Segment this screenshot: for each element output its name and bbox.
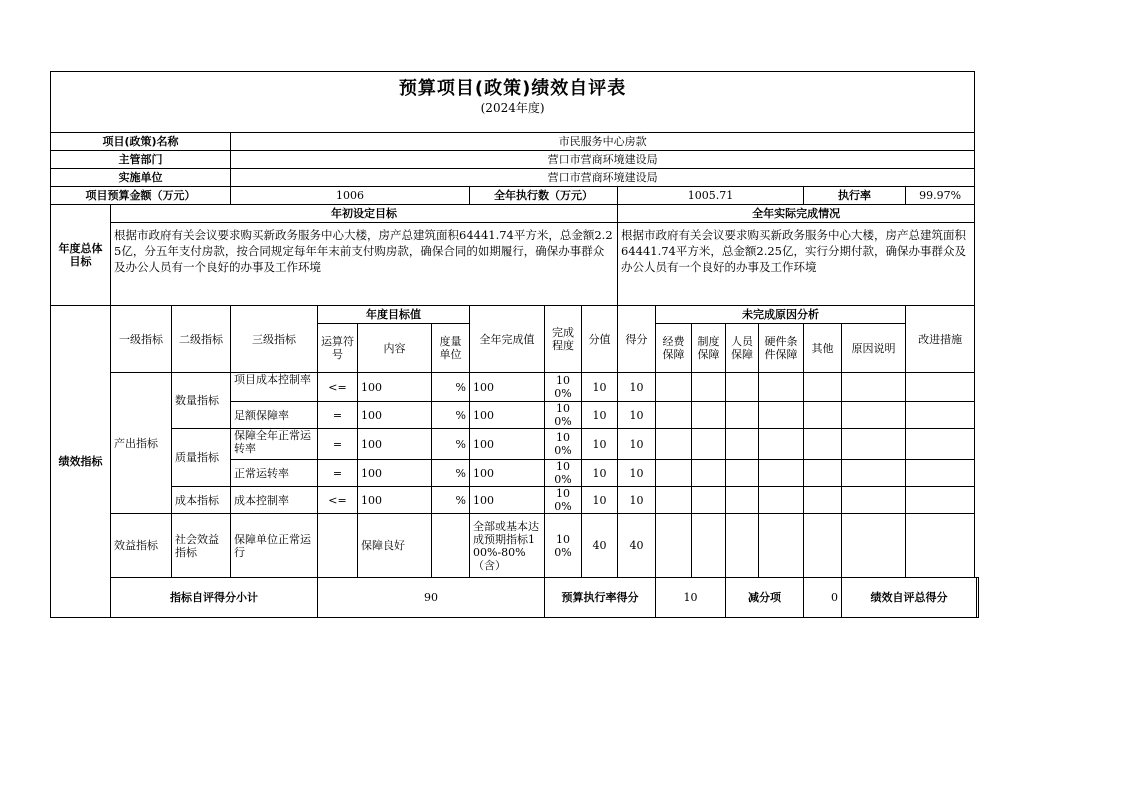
indicator-operator [318, 514, 358, 578]
indicator-completion: 100% [545, 373, 582, 402]
header-other: 其他 [804, 324, 842, 373]
indicator-name: 正常运转率 [231, 460, 318, 487]
empty-cell [692, 487, 726, 514]
empty-cell [906, 402, 975, 429]
empty-cell [726, 402, 759, 429]
budget-value: 1006 [231, 187, 470, 205]
exec-value: 1005.71 [618, 187, 804, 205]
indicator-content: 100 [358, 373, 432, 402]
empty-cell [804, 460, 842, 487]
header-completion: 完成程度 [545, 306, 582, 373]
indicator-actual: 100 [470, 373, 545, 402]
header-annual-target: 年度目标值 [318, 306, 470, 324]
indicator-operator: = [318, 460, 358, 487]
indicator-name: 足额保障率 [231, 402, 318, 429]
indicator-actual: 100 [470, 460, 545, 487]
actual-goal-header: 全年实际完成情况 [618, 205, 975, 223]
indicator-name: 成本控制率 [231, 487, 318, 514]
dept-value: 营口市营商环境建设局 [231, 151, 975, 169]
empty-cell [726, 373, 759, 402]
empty-cell [804, 487, 842, 514]
subtotal-label: 指标自评得分小计 [111, 578, 318, 618]
unit-label: 实施单位 [51, 169, 231, 187]
project-name-value: 市民服务中心房款 [231, 133, 975, 151]
empty-cell [804, 402, 842, 429]
evaluation-table [50, 71, 979, 618]
indicator-weight: 10 [582, 402, 618, 429]
header-operator: 运算符号 [318, 324, 358, 373]
header-score: 得分 [618, 306, 656, 373]
empty-cell [906, 373, 975, 402]
header-system: 制度保障 [692, 324, 726, 373]
header-reasons: 未完成原因分析 [656, 306, 906, 324]
level2-quantity: 数量指标 [172, 373, 231, 429]
indicator-completion: 100% [545, 429, 582, 460]
deduct-label: 减分项 [726, 578, 804, 618]
indicator-completion: 100% [545, 460, 582, 487]
empty-cell [804, 514, 842, 578]
actual-goal-text: 根据市政府有关会议要求购买新政务服务中心大楼，房产总建筑面积64441.74平方米，总金额2.25亿，实行分期付款，确保办事群众及办公人员有一个良好的办事及工作环境 [618, 223, 975, 306]
indicator-weight: 10 [582, 487, 618, 514]
year-label: (2024年度) [480, 101, 545, 115]
empty-cell [656, 487, 692, 514]
empty-cell [759, 460, 804, 487]
indicator-weight: 10 [582, 429, 618, 460]
header-weight: 分值 [582, 306, 618, 373]
empty-cell [842, 402, 906, 429]
indicator-actual: 100 [470, 402, 545, 429]
header-level2: 二级指标 [172, 306, 231, 373]
empty-cell [726, 487, 759, 514]
indicator-unit: % [432, 487, 470, 514]
indicator-name: 保障单位正常运行 [231, 514, 318, 578]
empty-cell [692, 460, 726, 487]
total-label: 绩效自评总得分 [842, 578, 977, 618]
indicator-score: 10 [618, 373, 656, 402]
indicator-completion: 100% [545, 402, 582, 429]
indicator-content: 保障良好 [358, 514, 432, 578]
header-improve: 改进措施 [906, 306, 975, 373]
empty-cell [656, 460, 692, 487]
empty-cell [906, 429, 975, 460]
initial-goal-header: 年初设定目标 [111, 205, 618, 223]
goals-section-label: 年度总体目标 [51, 205, 111, 306]
indicator-actual: 100 [470, 429, 545, 460]
level1-benefit: 效益指标 [111, 514, 172, 578]
empty-cell [842, 429, 906, 460]
empty-cell [726, 460, 759, 487]
indicator-score: 10 [618, 402, 656, 429]
unit-value: 营口市营商环境建设局 [231, 169, 975, 187]
empty-cell [656, 429, 692, 460]
empty-cell [692, 402, 726, 429]
empty-cell [656, 373, 692, 402]
self-evaluation-sheet [50, 71, 979, 618]
total-value [977, 578, 979, 618]
indicator-score: 10 [618, 429, 656, 460]
indicator-content: 100 [358, 429, 432, 460]
project-name-label: 项目(政策)名称 [51, 133, 231, 151]
indicator-name: 保障全年正常运转率 [231, 429, 318, 460]
header-actual: 全年完成值 [470, 306, 545, 373]
empty-cell [804, 373, 842, 402]
level2-social-benefit: 社会效益指标 [172, 514, 231, 578]
header-unit: 度量单位 [432, 324, 470, 373]
indicator-completion: 100% [545, 487, 582, 514]
empty-cell [842, 514, 906, 578]
indicator-content: 100 [358, 460, 432, 487]
indicator-weight: 40 [582, 514, 618, 578]
indicator-weight: 10 [582, 460, 618, 487]
indicator-completion: 100% [545, 514, 582, 578]
empty-cell [906, 460, 975, 487]
empty-cell [656, 514, 692, 578]
exec-label: 全年执行数（万元） [470, 187, 618, 205]
rate-value: 99.97% [906, 187, 975, 205]
subtotal-value: 90 [318, 578, 545, 618]
empty-cell [842, 460, 906, 487]
indicator-unit: % [432, 429, 470, 460]
empty-cell [656, 402, 692, 429]
indicators-section-label: 绩效指标 [51, 306, 111, 618]
indicator-actual: 100 [470, 487, 545, 514]
indicator-unit [432, 514, 470, 578]
empty-cell [842, 373, 906, 402]
empty-cell [726, 514, 759, 578]
budget-score-label: 预算执行率得分 [545, 578, 656, 618]
empty-cell [842, 487, 906, 514]
rate-label: 执行率 [804, 187, 906, 205]
empty-cell [906, 487, 975, 514]
indicator-unit: % [432, 373, 470, 402]
indicator-operator: = [318, 402, 358, 429]
level2-quality: 质量指标 [172, 429, 231, 487]
header-level1: 一级指标 [111, 306, 172, 373]
indicator-unit: % [432, 402, 470, 429]
empty-cell [759, 429, 804, 460]
budget-label: 项目预算金额（万元） [51, 187, 231, 205]
empty-cell [692, 429, 726, 460]
indicator-content: 100 [358, 487, 432, 514]
header-funding: 经费保障 [656, 324, 692, 373]
dept-label: 主管部门 [51, 151, 231, 169]
indicator-weight: 10 [582, 373, 618, 402]
empty-cell [692, 373, 726, 402]
empty-cell [726, 429, 759, 460]
initial-goal-text: 根据市政府有关会议要求购买新政务服务中心大楼，房产总建筑面积64441.74平方米，总金额2.25亿，分五年支付房款，按合同规定每年年末前支付购房款，确保合同的如期履行，确保办事群众及办公人员有一个良好的办事及工作环境 [111, 223, 618, 306]
indicator-unit: % [432, 460, 470, 487]
indicator-content: 100 [358, 402, 432, 429]
indicator-actual: 全部或基本达成预期指标100%-80%（含） [470, 514, 545, 578]
indicator-operator: <= [318, 487, 358, 514]
page-title: 预算项目(政策)绩效自评表 [398, 78, 627, 99]
header-staff: 人员保障 [726, 324, 759, 373]
header-explain: 原因说明 [842, 324, 906, 373]
header-content: 内容 [358, 324, 432, 373]
indicator-name: 项目成本控制率 [231, 373, 318, 402]
indicator-operator: = [318, 429, 358, 460]
deduct-value: 0 [804, 578, 842, 618]
indicator-operator: <= [318, 373, 358, 402]
level2-cost: 成本指标 [172, 487, 231, 514]
indicator-score: 40 [618, 514, 656, 578]
empty-cell [759, 514, 804, 578]
header-hardware: 硬件条件保障 [759, 324, 804, 373]
title-cell [51, 72, 975, 133]
indicator-score: 10 [618, 460, 656, 487]
empty-cell [759, 487, 804, 514]
level1-output: 产出指标 [111, 373, 172, 514]
budget-score-value: 10 [656, 578, 726, 618]
empty-cell [759, 373, 804, 402]
empty-cell [906, 514, 975, 578]
empty-cell [692, 514, 726, 578]
empty-cell [804, 429, 842, 460]
header-level3: 三级指标 [231, 306, 318, 373]
indicator-score: 10 [618, 487, 656, 514]
empty-cell [759, 402, 804, 429]
